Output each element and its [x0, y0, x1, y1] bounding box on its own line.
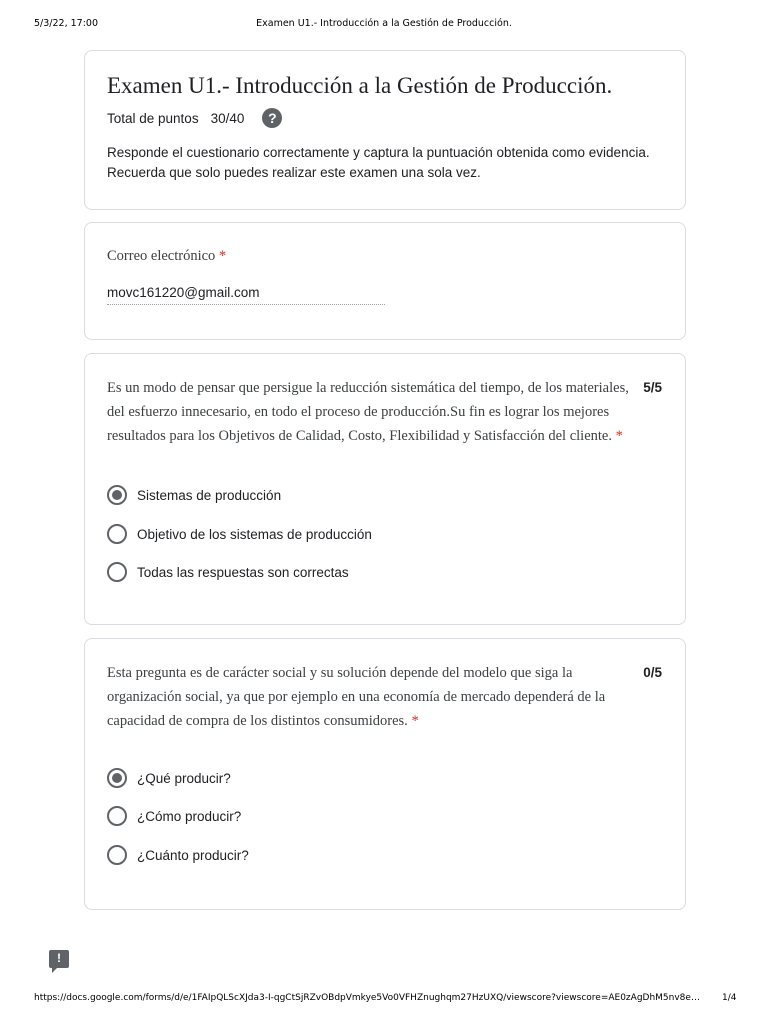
question-circle-icon[interactable]: ? [262, 108, 282, 128]
form-header-card [84, 50, 686, 210]
email-card [84, 222, 686, 340]
print-footer [0, 993, 768, 1007]
print-header [0, 18, 768, 32]
question-text-body: Esta pregunta es de carácter social y su solución depende del modelo que siga la organización social, ya que por ejemplo en una economía de mercado dependerá de la capacidad de compra de los distintos consumidores. [107, 665, 606, 729]
print-datetime: 5/3/22, 17:00 [34, 18, 98, 29]
print-url: https://docs.google.com/forms/d/e/1FAIpQLScXJda3-I-qgCtSjRZvOBdpVmkye5Vo0VFHZnughqm27HzUXQ/viewscore?viewscore=AE0zAgDhM5nv8e… [34, 993, 700, 1003]
total-points-value: 30/40 [210, 110, 245, 126]
required-marker: * [615, 428, 623, 444]
required-marker: * [411, 713, 419, 729]
option-label: ¿Qué producir? [137, 770, 231, 786]
option-cuanto-producir[interactable] [107, 844, 249, 866]
question-text-body: Es un modo de pensar que persigue la reducción sistemática del tiempo, de los materiales, del esfuerzo innecesario, en todo el proceso de producción.Su fin es lograr los mejores resultados para los Objetivos de Calidad, Costo, Flexibilidad y Satisfacción del cliente. [107, 380, 629, 444]
option-label: Todas las respuestas son correctas [137, 564, 349, 580]
question-text [107, 661, 637, 733]
report-feedback-icon[interactable]: ! [49, 950, 69, 968]
question-card-1 [84, 353, 686, 625]
email-field[interactable]: movc161220@gmail.com [107, 285, 385, 305]
option-sistemas-de-produccion[interactable] [107, 484, 281, 506]
radio-unchecked-icon[interactable] [107, 562, 127, 582]
radio-checked-icon[interactable] [107, 485, 127, 505]
question-points: 5/5 [643, 380, 662, 395]
option-label: ¿Cuánto producir? [137, 847, 249, 863]
option-objetivo-sistemas[interactable] [107, 523, 372, 545]
question-points: 0/5 [643, 665, 662, 680]
radio-checked-icon[interactable] [107, 768, 127, 788]
question-card-2 [84, 638, 686, 910]
radio-unchecked-icon[interactable] [107, 845, 127, 865]
total-points-label: Total de puntos [107, 110, 199, 126]
option-label: Sistemas de producción [137, 487, 282, 503]
print-title: Examen U1.- Introducción a la Gestión de Producción. [256, 18, 512, 29]
description-line-1: Responde el cuestionario correctamente y captura la puntuación obtenida como evidencia. [107, 145, 650, 160]
question-text [107, 376, 637, 448]
total-points-row [107, 107, 282, 129]
radio-unchecked-icon[interactable] [107, 524, 127, 544]
option-label: ¿Cómo producir? [137, 808, 242, 824]
description-line-2: Recuerda que solo puedes realizar este examen una sola vez. [107, 165, 481, 180]
required-marker: * [218, 248, 227, 264]
option-como-producir[interactable] [107, 805, 241, 827]
option-label: Objetivo de los sistemas de producción [137, 526, 372, 542]
option-todas-correctas[interactable] [107, 561, 349, 583]
form-title: Examen U1.- Introducción a la Gestión de Producción. [107, 73, 613, 98]
email-label-text: Correo electrónico [107, 248, 216, 264]
radio-unchecked-icon[interactable] [107, 806, 127, 826]
print-page-number: 1/4 [722, 993, 737, 1003]
form-description [107, 143, 667, 183]
email-label [107, 248, 226, 265]
option-que-producir[interactable] [107, 767, 231, 789]
